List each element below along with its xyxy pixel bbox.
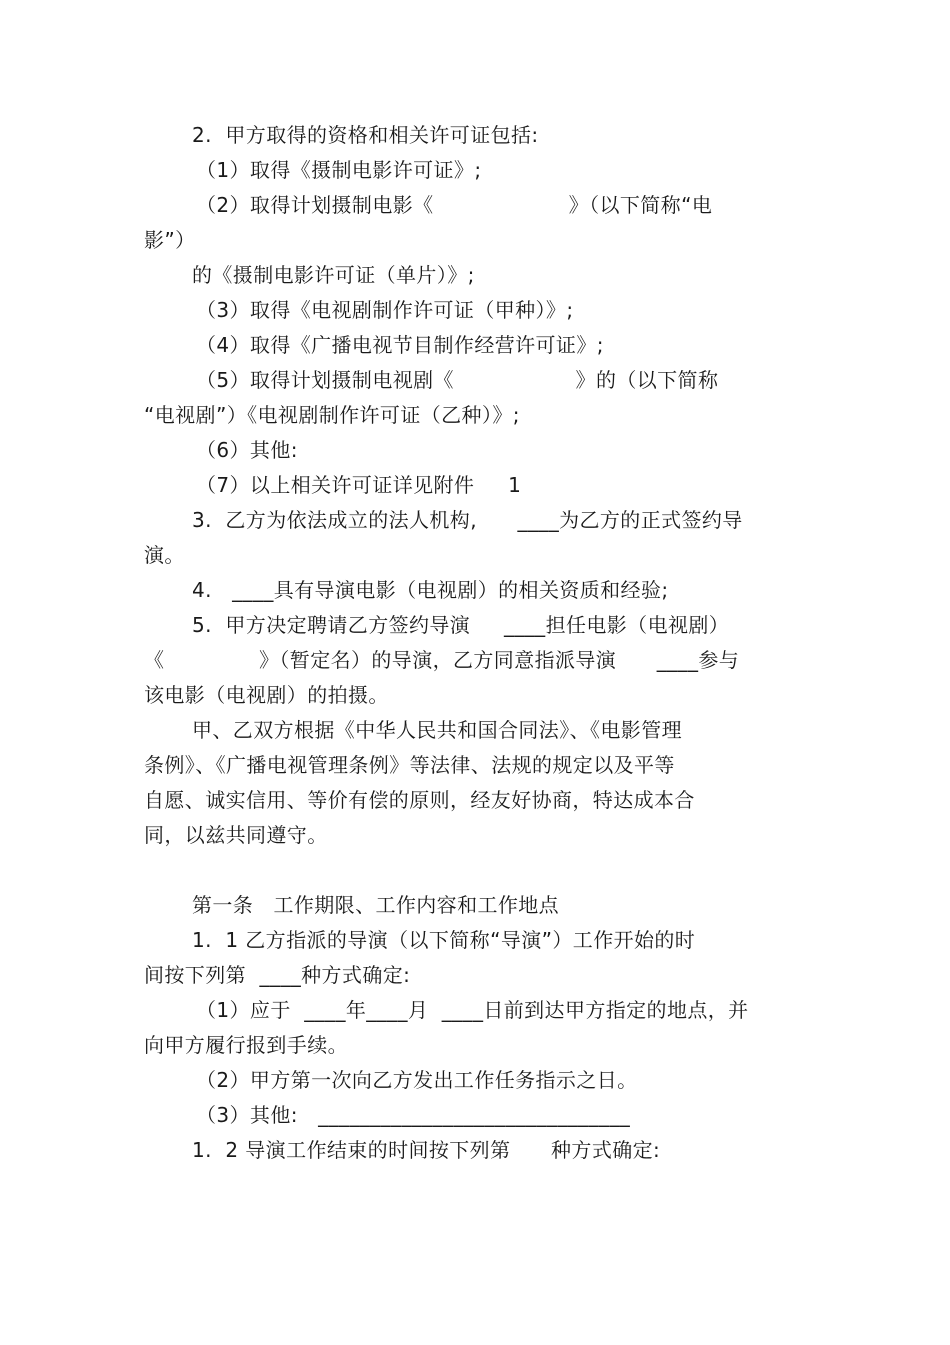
preamble-paragraph: 甲、乙双方根据《中华人民共和国合同法》、《电影管理 — [192, 718, 682, 742]
preamble-paragraph-3: 自愿、诚实信用、等价有偿的原则，经友好协商，特达成本合 — [144, 788, 695, 812]
item-2-4: （4）取得《广播电视节目制作经营许可证》; — [196, 333, 604, 357]
item-3-continued: 演。 — [144, 543, 185, 567]
preamble-paragraph-2: 条例》、《广播电视管理条例》等法律、法规的规定以及平等 — [144, 753, 675, 777]
item-2-5: （5）取得计划摄制电视剧《 》的（以下简称 — [196, 368, 719, 392]
item-5-continued: 《 》（暂定名）的导演，乙方同意指派导演 ____参与 — [144, 648, 740, 672]
item-4: 4. ____具有导演电影（电视剧）的相关资质和经验; — [192, 578, 669, 602]
item-5: 5. 甲方决定聘请乙方签约导演 ____担任电影（电视剧） — [192, 613, 730, 637]
item-2-2: （2）取得计划摄制电影《 》（以下简称“电 — [196, 193, 713, 217]
clause-1-1-continued: 间按下列第 ____种方式确定: — [144, 963, 411, 987]
clause-1-1-option-1-continued: 向甲方履行报到手续。 — [144, 1033, 348, 1057]
article-1-heading: 第一条 工作期限、工作内容和工作地点 — [192, 893, 560, 917]
clause-1-2: 1. 2 导演工作结束的时间按下列第 种方式确定: — [192, 1138, 661, 1162]
item-2-7: （7）以上相关许可证详见附件 1 — [196, 473, 522, 497]
clause-1-1-option-1: （1）应于 ____年____月 ____日前到达甲方指定的地点，并 — [196, 998, 749, 1022]
item-2-6: （6）其他: — [196, 438, 298, 462]
preamble-paragraph-4: 同，以兹共同遵守。 — [144, 823, 328, 847]
item-3: 3. 乙方为依法成立的法人机构, ____为乙方的正式签约导 — [192, 508, 743, 532]
item-2-2-continued-2: 的《摄制电影许可证（单片）》; — [192, 263, 475, 287]
item-2-5-continued: “电视剧”）《电视剧制作许可证（乙种）》; — [144, 403, 520, 427]
item-2-2-continued: 影”） — [144, 228, 196, 252]
clause-1-1-option-3: （3）其他: ______________________________ — [196, 1103, 631, 1127]
clause-1-1: 1. 1 乙方指派的导演（以下简称“导演”）工作开始的时 — [192, 928, 696, 952]
item-2-3: （3）取得《电视剧制作许可证（甲种）》; — [196, 298, 574, 322]
item-2-1: （1）取得《摄制电影许可证》; — [196, 158, 482, 182]
item-5-continued-2: 该电影（电视剧）的拍摄。 — [144, 683, 389, 707]
clause-1-1-option-2: （2）甲方第一次向乙方发出工作任务指示之日。 — [196, 1068, 638, 1092]
item-2-qualifications: 2. 甲方取得的资格和相关许可证包括: — [192, 123, 539, 147]
